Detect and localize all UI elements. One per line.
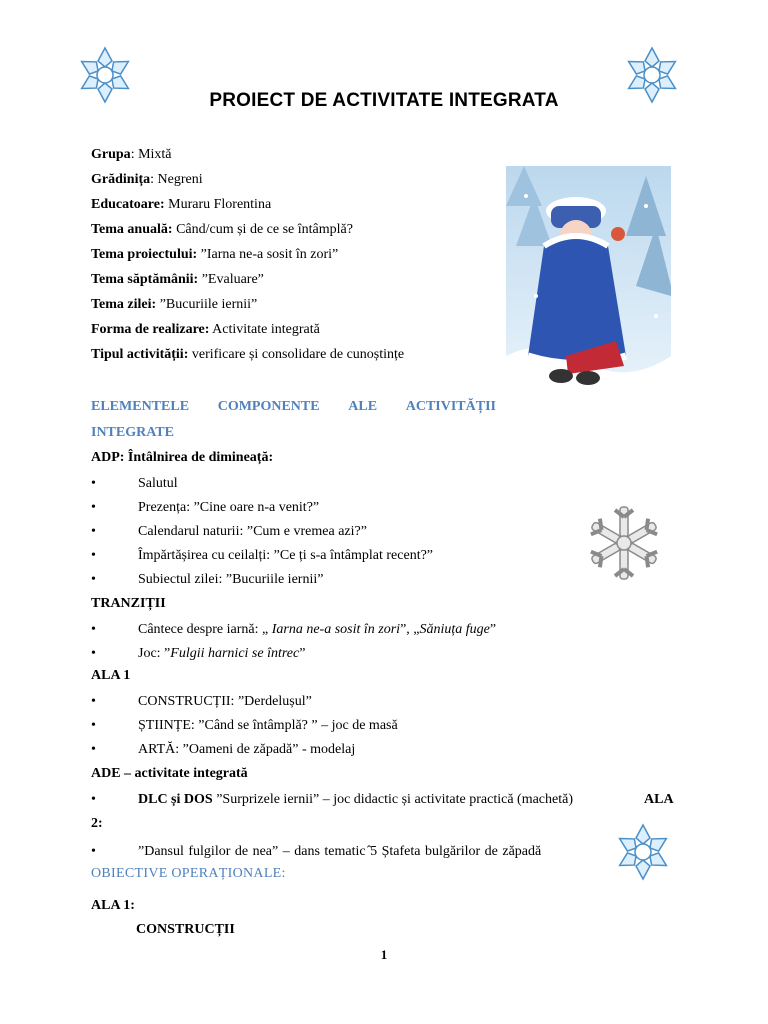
list-item: • Cântece despre iarnă: „ Iarna ne-a sosit în zori”, „Săniuța fuge” <box>91 622 497 637</box>
list-item: • ”Dansul fulgilor de nea” – dans tematic ̂5 Ștafeta bulgărilor de zăpadă <box>91 844 542 859</box>
ala2-label: ALA <box>644 792 674 807</box>
page-number: 1 <box>380 947 388 962</box>
list-item: • ȘTIINȚE: ”Când se întâmplă? ” – joc de masă <box>91 718 398 733</box>
list-item: • Subiectul zilei: ”Bucuriile iernii” <box>91 572 324 587</box>
info-line: Tema proiectului: ”Iarna ne-a sosit în zori” <box>91 247 339 262</box>
tranzitii-heading: TRANZIȚII <box>91 596 166 611</box>
list-item: • Calendarul naturii: ”Cum e vremea azi?” <box>91 524 367 539</box>
snowflake-icon <box>583 502 665 584</box>
list-item: • Salutul <box>91 476 178 491</box>
heading-word: ELEMENTELE <box>91 399 190 414</box>
list-item: • ARTĂ: ”Oameni de zăpadă” - modelaj <box>91 742 356 757</box>
heading-word: COMPONENTE <box>217 399 320 414</box>
snowflake-icon <box>613 822 673 882</box>
info-line: Grupa: Mixtă <box>91 147 172 162</box>
winter-girl-illustration <box>506 166 671 398</box>
list-item: • CONSTRUCȚII: ”Derdelușul” <box>91 694 312 709</box>
heading-word: ALE <box>348 399 378 414</box>
ala2-continuation: 2: <box>91 816 103 831</box>
components-heading-line2: INTEGRATE <box>91 425 174 440</box>
info-line: Tipul activității: verificare și consolidare de cunoștințe <box>91 347 405 362</box>
ade-heading: ADE – activitate integrată <box>91 766 248 781</box>
adp-heading: ADP: Întâlnirea de dimineață: <box>91 450 274 465</box>
components-heading-line1 <box>91 399 496 415</box>
info-line: Tema zilei: ”Bucuriile iernii” <box>91 297 258 312</box>
heading-word: ACTIVITĂȚII <box>405 399 496 414</box>
page-title: PROIECT DE ACTIVITATE INTEGRATA <box>209 90 559 111</box>
ala1-heading: ALA 1 <box>91 668 131 683</box>
info-line: Forma de realizare: Activitate integrată <box>91 322 320 337</box>
objectives-heading: OBIECTIVE OPERAȚIONALE: <box>91 866 286 881</box>
list-item: • Prezența: ”Cine oare n-a venit?” <box>91 500 320 515</box>
info-line: Tema săptămânii: ”Evaluare” <box>91 272 264 287</box>
constructii-subheading: CONSTRUCȚII <box>136 922 235 937</box>
list-item: • DLC și DOS ”Surprizele iernii” – joc didactic și activitate practică (machetă) <box>91 792 574 807</box>
info-line: Tema anuală: Când/cum și de ce se întâmplă? <box>91 222 353 237</box>
list-item: • Împărtășirea cu ceilalți: ”Ce ți s-a întâmplat recent?” <box>91 548 434 563</box>
ala1-subheading: ALA 1: <box>91 898 135 913</box>
info-line: Grădinița: Negreni <box>91 172 203 187</box>
info-line: Educatoare: Muraru Florentina <box>91 197 272 212</box>
list-item: • Joc: ”Fulgii harnici se întrec” <box>91 646 306 661</box>
